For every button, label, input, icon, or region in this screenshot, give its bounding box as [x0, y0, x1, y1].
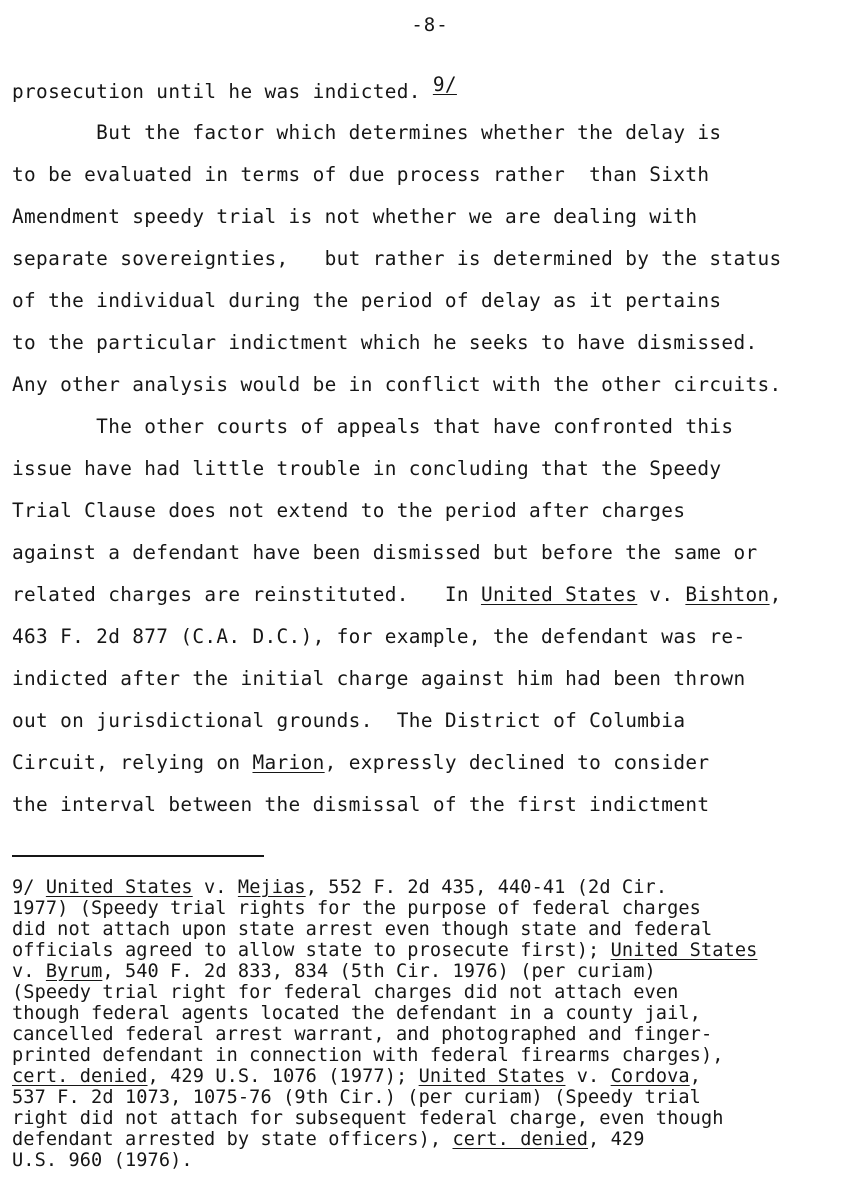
line-text: prosecution until he was indicted. [12, 80, 433, 103]
case-name: United States [610, 940, 758, 961]
case-party: Bishton [685, 583, 770, 606]
case-party: Mejias [237, 877, 306, 898]
line-text: , [689, 1066, 701, 1087]
body-line: to be evaluated in terms of due process rather than Sixth [12, 163, 710, 186]
footnote-reference: 9/ [432, 73, 457, 96]
case-name: United States [418, 1066, 566, 1087]
footnote-line: 1977) (Speedy trial rights for the purpose of federal charges [12, 898, 701, 919]
body-line: But the factor which determines whether the delay is [12, 121, 722, 144]
line-text: , 429 U.S. 1076 (1977); [147, 1066, 419, 1087]
body-line: Trial Clause does not extend to the period after charges [12, 499, 686, 522]
footnote-line: right did not attach for subsequent federal charge, even though [12, 1108, 724, 1129]
cert-denied: cert. denied [12, 1066, 148, 1087]
line-text: v. [12, 961, 46, 982]
line-text: , 552 F. 2d 435, 440-41 (2d Cir. [305, 877, 668, 898]
line-text: , 540 F. 2d 833, 834 (5th Cir. 1976) (per curiam) [102, 961, 656, 982]
line-text: v. [637, 583, 686, 606]
line-text: defendant arrested by state officers), [12, 1129, 453, 1150]
footnote-line [12, 878, 667, 898]
footnote-line: printed defendant in connection with federal firearms charges), [12, 1045, 724, 1066]
body-line [12, 751, 709, 775]
footnote-line: 537 F. 2d 1073, 1075-76 (9th Cir.) (per curiam) (Speedy trial [12, 1087, 701, 1108]
case-name: United States [45, 877, 193, 898]
case-party: Cordova [610, 1066, 690, 1087]
line-text: , 429 [588, 1129, 645, 1150]
body-line: out on jurisdictional grounds. The District of Columbia [12, 709, 686, 732]
body-line: issue have had little trouble in concluding that the Speedy [12, 457, 722, 480]
footnote-line [12, 1130, 645, 1150]
footnote-line [12, 941, 757, 961]
body-line [12, 73, 457, 104]
cert-denied: cert. denied [452, 1129, 589, 1150]
footnote-line: cancelled federal arrest warrant, and photographed and finger- [12, 1024, 713, 1045]
case-name: United States [480, 583, 638, 606]
footnote-separator [12, 855, 264, 857]
body-line: the interval between the dismissal of the first indictment [12, 793, 710, 816]
body-line: The other courts of appeals that have confronted this [12, 415, 734, 438]
footnote-line [12, 962, 656, 982]
line-text: v. [565, 1066, 611, 1087]
footnote-line: though federal agents located the defendant in a county jail, [12, 1003, 701, 1024]
line-text: Circuit, relying on [12, 751, 253, 774]
body-line [12, 583, 782, 607]
body-line: of the individual during the period of delay as it pertains [12, 289, 722, 312]
body-line: to the particular indictment which he seeks to have dismissed. [12, 331, 758, 354]
body-line: separate sovereignties, but rather is determined by the status [12, 247, 782, 270]
case-party: Byrum [45, 961, 103, 982]
body-line: Any other analysis would be in conflict with the other circuits. [12, 373, 782, 396]
body-line: indicted after the initial charge against him had been thrown [12, 667, 746, 690]
footnote-line: (Speedy trial right for federal charges did not attach even [12, 982, 679, 1003]
body-line: Amendment speedy trial is not whether we are dealing with [12, 205, 698, 228]
case-name: Marion [252, 751, 325, 774]
page-number: -8- [411, 14, 449, 36]
body-line: against a defendant have been dismissed but before the same or [12, 541, 758, 564]
footnote-line: U.S. 960 (1976). [12, 1150, 193, 1171]
line-text: related charges are reinstituted. In [12, 583, 481, 606]
line-text: , expressly declined to consider [324, 751, 710, 774]
body-line: 463 F. 2d 877 (C.A. D.C.), for example, the defendant was re- [12, 625, 746, 648]
footnote-number: 9/ [12, 877, 46, 898]
footnote-line: did not attach upon state arrest even though state and federal [12, 919, 713, 940]
line-text: officials agreed to allow state to prosecute first); [12, 940, 611, 961]
line-text: , [769, 583, 782, 606]
line-text: v. [192, 877, 238, 898]
footnote-line [12, 1067, 701, 1087]
